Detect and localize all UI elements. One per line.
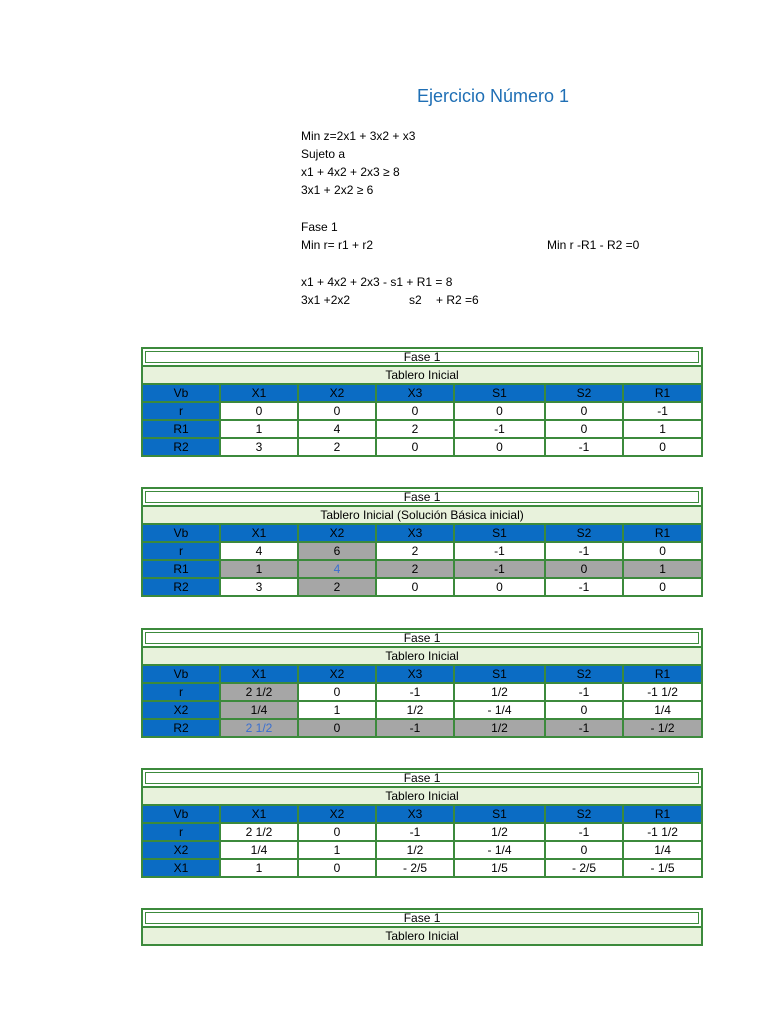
table-cell: 0 xyxy=(623,542,702,560)
table-cell: 0 xyxy=(376,578,454,596)
column-header: Vb xyxy=(142,384,220,402)
table-row xyxy=(142,420,702,438)
table-cell: 0 xyxy=(298,683,376,701)
basic-variable: r xyxy=(142,542,220,560)
table-cell: -1 xyxy=(376,719,454,737)
table-cell: -1 xyxy=(376,683,454,701)
basic-variable: r xyxy=(142,823,220,841)
basic-variable: X1 xyxy=(142,859,220,877)
table-cell: 0 xyxy=(545,841,623,859)
table-cell: 2 xyxy=(298,578,376,596)
table-cell: 0 xyxy=(376,402,454,420)
column-header: Vb xyxy=(142,524,220,542)
pivot-cell: 2 1/2 xyxy=(220,719,298,737)
tableau-phase: Fase 1 xyxy=(142,488,702,506)
table-cell: - 1/4 xyxy=(454,841,545,859)
table-cell: 1/4 xyxy=(623,701,702,719)
table-cell: -1 xyxy=(545,719,623,737)
objective-line: Min z=2x1 + 3x2 + x3 xyxy=(301,129,416,143)
table-cell: 1/4 xyxy=(220,841,298,859)
page-title: Ejercicio Número 1 xyxy=(417,86,570,106)
column-header: R1 xyxy=(623,524,702,542)
table-row xyxy=(142,823,702,841)
table-cell: 0 xyxy=(545,560,623,578)
table-cell: -1 xyxy=(623,402,702,420)
table-cell: -1 xyxy=(545,578,623,596)
constraint-1-line: x1 + 4x2 + 2x3 ≥ 8 xyxy=(301,165,400,179)
equation-2-start: 3x1 +2x2 xyxy=(301,293,351,307)
table-cell: 4 xyxy=(220,542,298,560)
tableau-subtitle: Tablero Inicial xyxy=(142,927,702,945)
table-cell: -1 xyxy=(545,438,623,456)
tableau-phase: Fase 1 xyxy=(142,909,702,927)
table-cell: - 2/5 xyxy=(545,859,623,877)
table-cell: 1/5 xyxy=(454,859,545,877)
table-cell: 1 xyxy=(220,859,298,877)
table-cell: 1/2 xyxy=(454,683,545,701)
column-header: S2 xyxy=(545,384,623,402)
table-row xyxy=(142,683,702,701)
column-header: X3 xyxy=(376,384,454,402)
table-cell: - 1/2 xyxy=(623,719,702,737)
table-cell: 0 xyxy=(220,402,298,420)
table-cell: 1/2 xyxy=(376,841,454,859)
constraint-2-line: 3x1 + 2x2 ≥ 6 xyxy=(301,183,374,197)
table-cell: 1/2 xyxy=(454,823,545,841)
column-header: S2 xyxy=(545,805,623,823)
subject-to-line: Sujeto a xyxy=(301,147,346,161)
tableau-subtitle: Tablero Inicial xyxy=(142,787,702,805)
table-cell: 2 1/2 xyxy=(220,683,298,701)
table-cell: 1/4 xyxy=(220,701,298,719)
basic-variable: r xyxy=(142,683,220,701)
tableau-3 xyxy=(141,628,703,738)
basic-variable: X2 xyxy=(142,701,220,719)
table-cell: - 1/4 xyxy=(454,701,545,719)
table-cell: 4 xyxy=(298,420,376,438)
column-header: R1 xyxy=(623,665,702,683)
table-cell: 1 xyxy=(298,701,376,719)
table-cell: 0 xyxy=(454,438,545,456)
table-cell: -1 xyxy=(545,823,623,841)
tableau-subtitle: Tablero Inicial (Solución Básica inicial) xyxy=(142,506,702,524)
table-cell: 1/2 xyxy=(376,701,454,719)
table-cell: -1 xyxy=(545,542,623,560)
table-row xyxy=(142,560,702,578)
column-header: X1 xyxy=(220,524,298,542)
column-header: R1 xyxy=(623,805,702,823)
table-cell: 1 xyxy=(623,420,702,438)
table-cell: 0 xyxy=(454,578,545,596)
table-cell: 1 xyxy=(298,841,376,859)
table-cell: -1 xyxy=(454,560,545,578)
table-cell: - 1/5 xyxy=(623,859,702,877)
column-header: S1 xyxy=(454,524,545,542)
column-header: X2 xyxy=(298,805,376,823)
table-cell: 0 xyxy=(454,402,545,420)
table-row xyxy=(142,701,702,719)
tableau-5 xyxy=(141,908,703,946)
column-header: R1 xyxy=(623,384,702,402)
table-cell: 0 xyxy=(545,420,623,438)
column-header: S2 xyxy=(545,665,623,683)
table-row xyxy=(142,402,702,420)
tableau-subtitle: Tablero Inicial xyxy=(142,647,702,665)
tableau-subtitle: Tablero Inicial xyxy=(142,366,702,384)
phase-objective-line: Min r= r1 + r2 xyxy=(301,238,374,252)
equation-1-line: x1 + 4x2 + 2x3 - s1 + R1 = 8 xyxy=(301,275,453,289)
basic-variable: R1 xyxy=(142,420,220,438)
column-header: X2 xyxy=(298,524,376,542)
tableau-phase: Fase 1 xyxy=(142,769,702,787)
phase-objective-equation: Min r -R1 - R2 =0 xyxy=(547,238,640,252)
table-cell: 0 xyxy=(545,402,623,420)
basic-variable: r xyxy=(142,402,220,420)
column-header: X1 xyxy=(220,384,298,402)
table-cell: 0 xyxy=(623,438,702,456)
table-cell: 3 xyxy=(220,578,298,596)
column-header: X3 xyxy=(376,524,454,542)
table-cell: 0 xyxy=(298,402,376,420)
table-cell: 6 xyxy=(298,542,376,560)
table-cell: 0 xyxy=(545,701,623,719)
tableau-phase: Fase 1 xyxy=(142,629,702,647)
table-cell: 0 xyxy=(298,859,376,877)
table-row xyxy=(142,841,702,859)
tableau-4 xyxy=(141,768,703,878)
table-cell: 0 xyxy=(298,823,376,841)
tableau-1 xyxy=(141,347,703,457)
table-cell: 2 1/2 xyxy=(220,823,298,841)
table-cell: -1 xyxy=(454,420,545,438)
table-cell: 2 xyxy=(376,420,454,438)
basic-variable: R2 xyxy=(142,719,220,737)
column-header: X2 xyxy=(298,384,376,402)
column-header: X3 xyxy=(376,665,454,683)
table-row xyxy=(142,859,702,877)
basic-variable: R2 xyxy=(142,578,220,596)
table-row xyxy=(142,719,702,737)
table-row xyxy=(142,438,702,456)
column-header: X2 xyxy=(298,665,376,683)
table-cell: 1/2 xyxy=(454,719,545,737)
tableau-2 xyxy=(141,487,703,597)
column-header: S1 xyxy=(454,384,545,402)
table-cell: 1 xyxy=(220,560,298,578)
table-row xyxy=(142,542,702,560)
table-cell: -1 1/2 xyxy=(623,683,702,701)
table-cell: - 2/5 xyxy=(376,859,454,877)
table-cell: 0 xyxy=(298,719,376,737)
table-cell: -1 xyxy=(545,683,623,701)
table-cell: -1 1/2 xyxy=(623,823,702,841)
column-header: X3 xyxy=(376,805,454,823)
column-header: S2 xyxy=(545,524,623,542)
column-header: X1 xyxy=(220,805,298,823)
pivot-cell: 4 xyxy=(298,560,376,578)
table-cell: 0 xyxy=(376,438,454,456)
equation-2-end: + R2 =6 xyxy=(436,293,479,307)
column-header: S1 xyxy=(454,805,545,823)
table-cell: 2 xyxy=(376,542,454,560)
table-cell: 1/4 xyxy=(623,841,702,859)
column-header: S1 xyxy=(454,665,545,683)
phase-line: Fase 1 xyxy=(301,220,338,234)
tableau-phase: Fase 1 xyxy=(142,348,702,366)
basic-variable: R2 xyxy=(142,438,220,456)
table-cell: 3 xyxy=(220,438,298,456)
table-row xyxy=(142,578,702,596)
equation-2-slack: s2 xyxy=(409,293,422,307)
table-cell: 2 xyxy=(376,560,454,578)
table-cell: 2 xyxy=(298,438,376,456)
table-cell: 0 xyxy=(623,578,702,596)
basic-variable: R1 xyxy=(142,560,220,578)
basic-variable: X2 xyxy=(142,841,220,859)
column-header: X1 xyxy=(220,665,298,683)
table-cell: -1 xyxy=(454,542,545,560)
table-cell: 1 xyxy=(220,420,298,438)
column-header: Vb xyxy=(142,665,220,683)
table-cell: 1 xyxy=(623,560,702,578)
column-header: Vb xyxy=(142,805,220,823)
table-cell: -1 xyxy=(376,823,454,841)
